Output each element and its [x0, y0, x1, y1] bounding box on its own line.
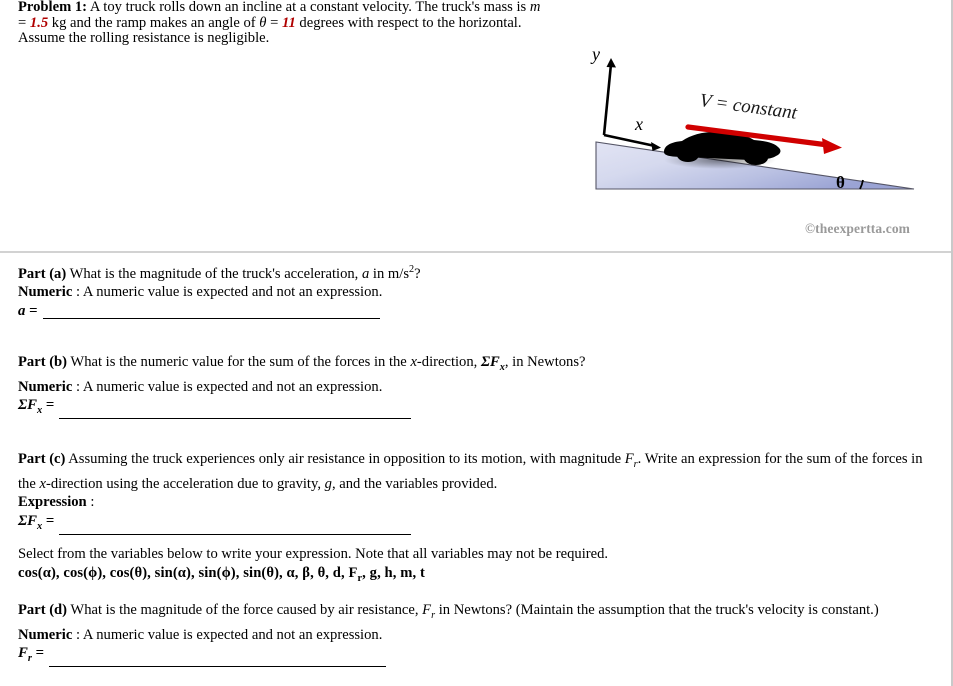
incline-diagram [560, 42, 945, 242]
part-c-question [18, 450, 936, 493]
part-d-force-subscript: r [431, 609, 436, 621]
part-c-question-line2-b: -direction using the acceleration due to gravity, [45, 475, 325, 492]
part-b-type-detail: : A numeric value is expected and not an expression. [72, 378, 383, 395]
mass-symbol: m [529, 0, 541, 15]
part-d-answer-label [18, 645, 44, 667]
part-b-sum-subscript: x [499, 361, 505, 373]
part-d-answer-row [18, 645, 936, 667]
part-a-units-exponent: 2 [409, 264, 415, 275]
angle-label: θ [836, 173, 845, 192]
part-a-label: Part (a) [18, 265, 67, 282]
part-d-question-line1: What is the magnitude of the force caused by air resistance, [67, 602, 423, 618]
variable-list-text: cos(α), cos(ϕ), cos(θ), sin(α), sin(ϕ), sin(θ), α, β, θ, d, F [18, 564, 358, 581]
part-b-answer-symbol: ΣF [18, 397, 38, 414]
part-c-question-line1: Assuming the truck experiences only air resistance in opposition to its motion, with magnitude [65, 451, 625, 467]
equals-1: = [18, 14, 30, 31]
part-b-question [18, 353, 936, 378]
part-d-question-line2: constant.) [821, 602, 879, 618]
part-d-answer-input[interactable] [49, 653, 386, 667]
copyright-watermark: ©theexpertta.com [805, 221, 911, 236]
variable-list-subscript: r [357, 572, 363, 584]
part-c-answer-subscript: x [37, 520, 43, 532]
problem-text-3: degrees with respect to the horizontal. Assume the rolling resistance is negligible. [18, 14, 522, 47]
y-axis-arrowhead [607, 58, 617, 68]
part-a-answer-row [18, 303, 936, 319]
part-c-force-subscript: r [633, 458, 638, 470]
part-a-question-units: in m/s [369, 265, 410, 282]
theta-symbol: θ [259, 14, 267, 31]
theta-value: 11 [281, 14, 296, 31]
part-c-answer-symbol: ΣF [18, 512, 38, 529]
part-a-type-detail: : A numeric value is expected and not an expression. [72, 284, 383, 301]
part-d-force-symbol: F [422, 602, 432, 618]
velocity-label: V = constant [698, 90, 799, 124]
part-d-type-label: Numeric [18, 626, 73, 643]
part-c-force-symbol: F [624, 451, 634, 467]
part-a-answer-label [18, 303, 38, 319]
variable-list [18, 545, 936, 588]
part-d-answer-equals: = [31, 645, 45, 662]
part-a-question-end: ? [414, 265, 421, 282]
part-c-answer-type [18, 493, 936, 512]
part-b-sum-symbol: ΣF [480, 354, 500, 370]
part-d-question-line1-end: in Newtons? (Maintain the assumption that the truck's velocity is [435, 602, 818, 618]
problem-statement [18, 0, 548, 47]
part-d-answer-type [18, 626, 936, 645]
coordinate-axes [604, 64, 655, 146]
part-b-question-text: What is the numeric value for the sum of the forces in the [67, 354, 411, 370]
part-b-question-mid: -direction, [416, 354, 481, 370]
part-c-answer-equals: = [42, 512, 55, 529]
problem-text-2: kg and the ramp makes an angle of [48, 14, 260, 31]
part-b [18, 353, 936, 419]
part-b-answer-input[interactable] [59, 405, 411, 419]
part-a-type-label: Numeric [18, 284, 73, 301]
part-b-answer-label [18, 397, 54, 419]
problem-label: Problem 1: [18, 0, 88, 15]
part-a-question-text: What is the magnitude of the truck's acceleration, [66, 265, 362, 282]
part-b-answer-subscript: x [37, 405, 43, 417]
part-b-answer-equals: = [42, 397, 55, 414]
equals-2: = [266, 14, 282, 31]
y-axis-label: y [592, 44, 600, 64]
part-d-answer-symbol: F [18, 645, 28, 662]
variable-list-text-end: , g, h, m, t [362, 564, 425, 581]
part-b-label: Part (b) [18, 354, 68, 370]
section-divider [0, 251, 951, 253]
part-b-question-end: , in Newtons? [504, 354, 586, 370]
part-a-question [18, 261, 936, 283]
part-b-answer-type [18, 378, 936, 397]
part-b-question-variable: x [410, 354, 417, 370]
part-d-answer-subscript: r [27, 653, 32, 665]
part-a [18, 261, 936, 319]
part-d-type-detail: : A numeric value is expected and not an expression. [72, 626, 383, 643]
part-c-answer-row [18, 513, 936, 535]
part-c-question-line2-c: , and the variables provided. [331, 475, 498, 492]
part-b-answer-row [18, 397, 936, 419]
part-c [18, 450, 936, 535]
part-c-answer-input[interactable] [59, 521, 411, 535]
x-axis-arrowhead [651, 142, 661, 151]
x-axis-label: x [635, 114, 643, 134]
part-c-label: Part (c) [18, 451, 66, 467]
part-a-answer-symbol: a [18, 303, 26, 320]
mass-value: 1.5 [29, 14, 49, 31]
part-d-question [18, 601, 936, 626]
problem-text-1: A toy truck rolls down an incline at a constant velocity. The truck's mass is [87, 0, 530, 15]
part-b-type-label: Numeric [18, 378, 73, 395]
part-c-type-detail: : [86, 494, 95, 511]
variable-list-instruction: Select from the variables below to write your expression. Note that all variables may not be required. [18, 546, 609, 562]
part-c-question-line1-end: . Write an expression for the sum of [637, 451, 847, 467]
part-c-question-line2-a: the forces in the [18, 451, 923, 492]
part-c-g-variable: g [324, 475, 332, 492]
part-c-type-label: Expression [18, 494, 87, 511]
part-c-x-variable: x [39, 475, 46, 492]
part-a-answer-equals: = [25, 303, 38, 320]
part-a-answer-type [18, 283, 936, 302]
part-a-question-variable: a [361, 265, 370, 282]
part-d-label: Part (d) [18, 602, 68, 618]
part-a-answer-input[interactable] [43, 305, 380, 319]
part-d [18, 601, 936, 667]
variable-list-items [18, 564, 936, 589]
part-c-answer-label [18, 513, 54, 535]
